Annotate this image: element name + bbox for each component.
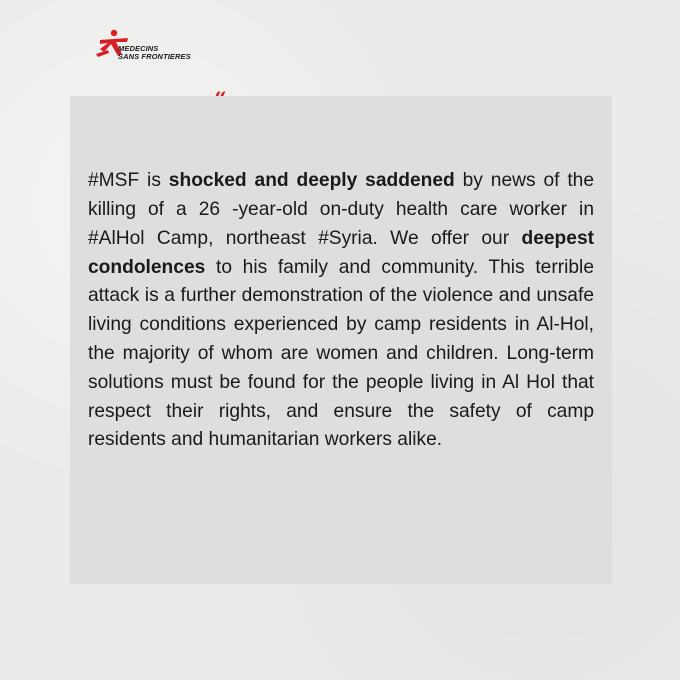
msf-logo xyxy=(94,28,334,88)
statement-text xyxy=(88,167,594,455)
statement-panel xyxy=(70,96,612,584)
statement-bold-1: shocked and deeply saddened xyxy=(168,170,455,192)
statement-segment-1: #MSF is xyxy=(88,170,169,192)
statement-segment-3: to his family and community. This terrible attack is a further demonstration of the violence and unsafe living conditions experienced by camp residents in Al-Hol, the majority of whom are women and children. Long-term solutions must be found for the people living in Al Hol that respect their rights, and ensure the safety of camp residents and humanitarian workers alike. xyxy=(88,256,594,451)
statement-bold-2: deepest condolences xyxy=(88,227,594,278)
statement-segment-2: by news of the killing of a 26 -year-old on-duty health care worker in #AlHol Camp, northeast #Syria. We offer our xyxy=(88,170,594,249)
msf-wordmark xyxy=(118,45,191,60)
wordmark-line-1: MEDECINS xyxy=(118,44,159,53)
wordmark-line-2: SANS FRONTIERES xyxy=(118,51,191,61)
